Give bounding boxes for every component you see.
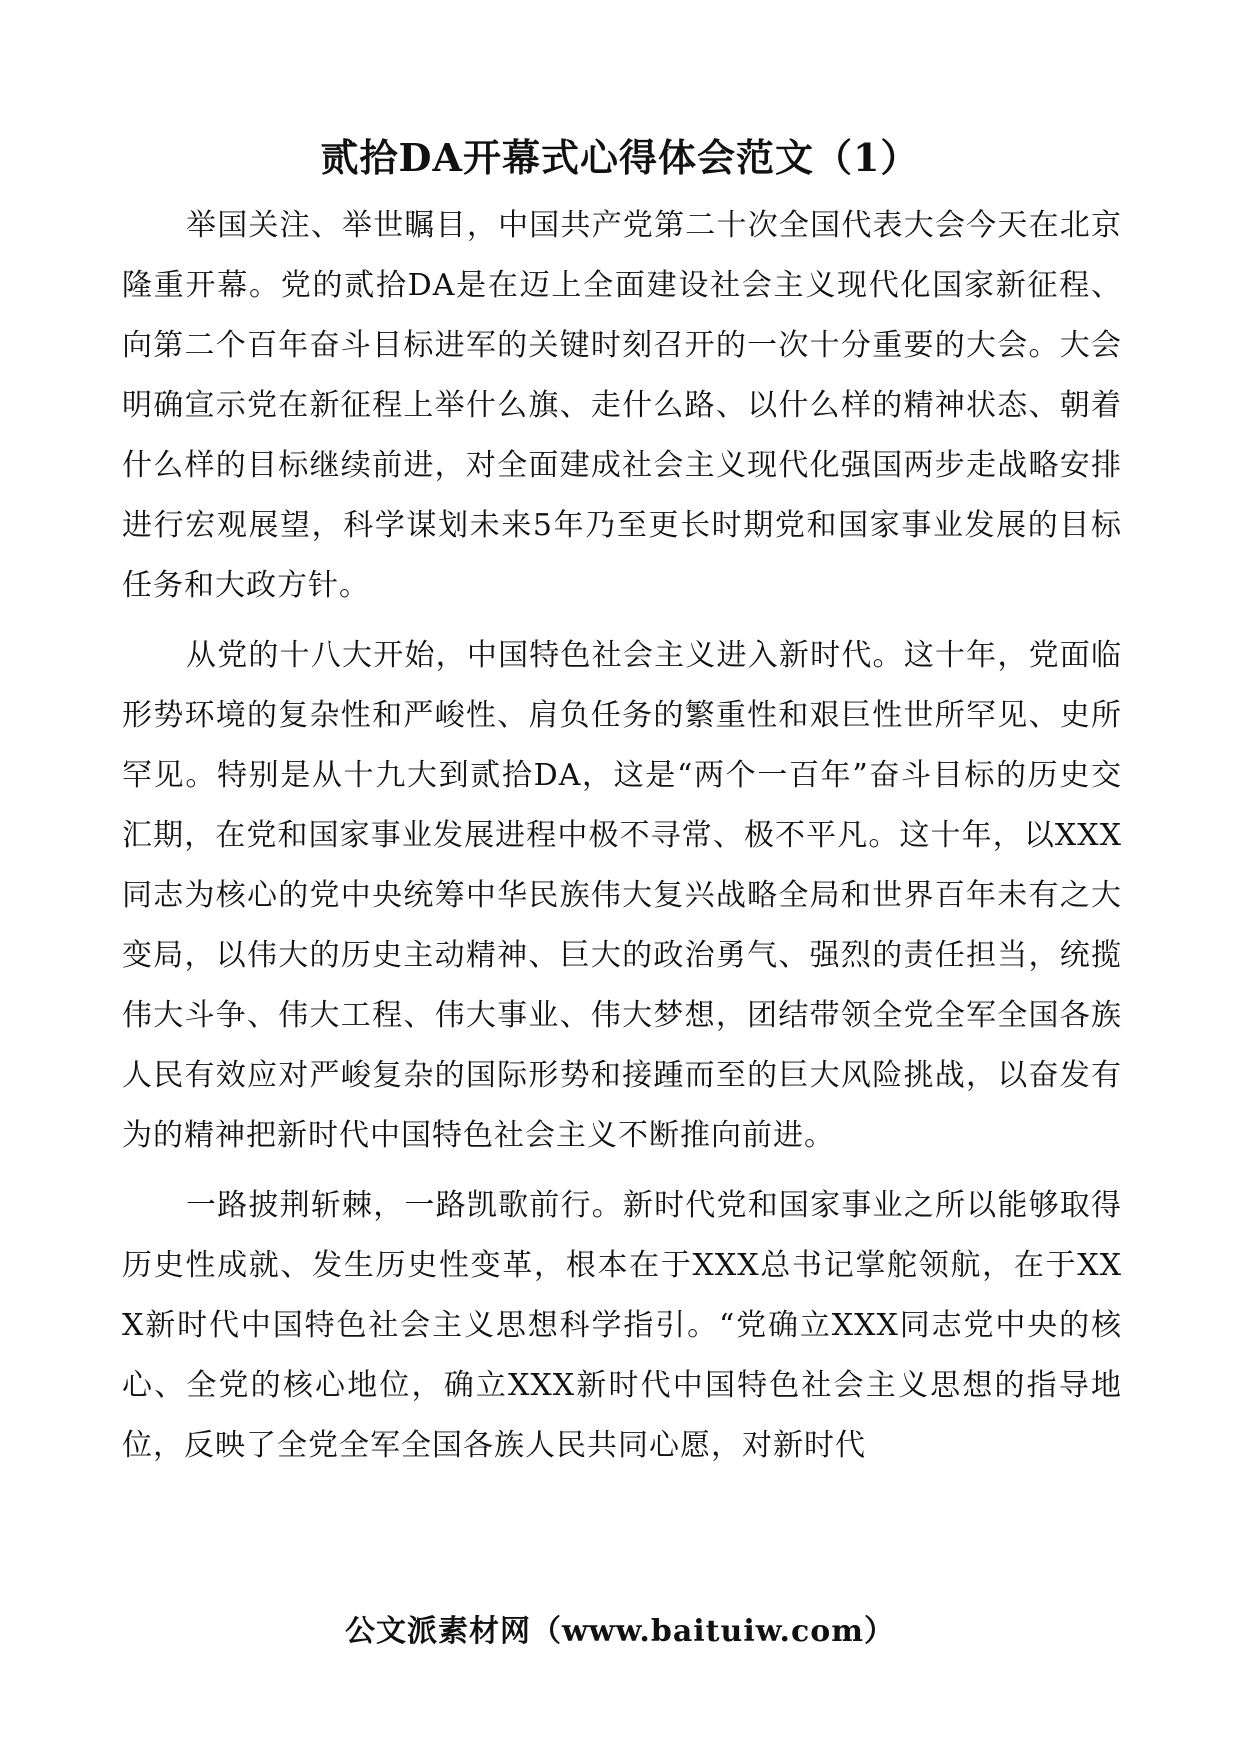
- paragraph-1: 举国关注、举世瞩目，中国共产党第二十次全国代表大会今天在北京隆重开幕。党的贰拾DA是在迈上全面建设社会主义现代化国家新征程、向第二个百年奋斗目标进军的关键时刻召开的一次十分重要的大会。大会明确宣示党在新征程上举什么旗、走什么路、以什么样的精神状态、朝着什么样的目标继续前进，对全面建成社会主义现代化强国两步走战略安排进行宏观展望，科学谋划未来5年乃至更长时期党和国家事业发展的目标任务和大政方针。: [122, 208, 1122, 603]
- paragraph-3: 一路披荆斩棘，一路凯歌前行。新时代党和国家事业之所以能够取得历史性成就、发生历史性变革，根本在于XXX总书记掌舵领航，在于XXX新时代中国特色社会主义思想科学指引。“党确立XXX同志党中央的核心、全党的核心地位，确立XXX新时代中国特色社会主义思想的指导地位，反映了全党全军全国各族人民共同心愿，对新时代: [122, 1188, 1122, 1463]
- document-body: [122, 196, 1122, 1486]
- document-title: 贰拾DA开幕式心得体会范文（1）: [320, 135, 920, 180]
- paragraph-2: 从党的十八大开始，中国特色社会主义进入新时代。这十年，党面临形势环境的复杂性和严峻性、肩负任务的繁重性和艰巨性世所罕见、史所罕见。特别是从十九大到贰拾DA，这是“两个一百年”奋斗目标的历史交汇期，在党和国家事业发展进程中极不寻常、极不平凡。这十年，以XXX同志为核心的党中央统筹中华民族伟大复兴战略全局和世界百年未有之大变局，以伟大的历史主动精神、巨大的政治勇气、强烈的责任担当，统揽伟大斗争、伟大工程、伟大事业、伟大梦想，团结带领全党全军全国各族人民有效应对严峻复杂的国际形势和接踵而至的巨大风险挑战，以奋发有为的精神把新时代中国特色社会主义不断推向前进。: [122, 638, 1122, 1153]
- footer-source: 公文派素材网（www.baituiw.com）: [344, 1614, 896, 1649]
